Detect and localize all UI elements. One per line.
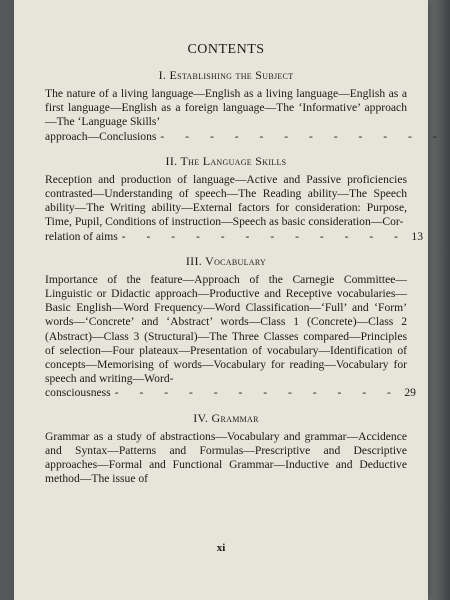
background-edge (428, 0, 450, 600)
section-body-3-text: Importance of the feature—Approach of the Carnegie Committee—Linguistic or Didactic approach—Productive and Receptive vocabularies—Basic English—Word Frequency—Word Classification—‘Full’ and ‘Form’ words—‘Concrete’ and ‘Abstract’ words—Class 1 (Concrete)—Class 2 (Abstract)—Class 3 (Structural)—The Three Classes compared—Principles of selection—Four plateaux—Presentation of vocabulary—Identification of concepts—Memorising of words—Vocabulary for reading—Vocabulary for speech and writing—Word- (45, 272, 407, 386)
section-tail-3: consciousness (45, 386, 111, 400)
section-heading-4: IV. Grammar (193, 410, 259, 425)
page-folio: xi (216, 542, 226, 554)
page-number-2: 13 (411, 229, 423, 243)
dot-leader-1: - - - - - - - - - - - - (160, 129, 446, 143)
dot-leader-2: - - - - - - - - - - - - (121, 229, 407, 243)
section-heading-1: I. Establishing the Subject (158, 68, 294, 82)
section-body-1-text: The nature of a living language—English as a living language—English as a first language—English as a foreign language—The ‘Informative’ approach—The ‘Language Skills’ (45, 87, 407, 129)
book-page (14, 0, 446, 600)
section-body-1 (45, 87, 446, 144)
section-tail-line-1 (45, 129, 446, 144)
section-tail-1: approach—Conclusions (45, 129, 157, 143)
section-body-4-text: Grammar as a study of abstractions—Vocabulary and grammar—Accidence and Syntax—Patterns and Formulas—Prescriptive and Descriptive approaches—Formal and Functional Grammar—Inductive and Deductive method—The issue of (45, 429, 407, 486)
contents-title: CONTENTS (187, 42, 265, 57)
contents-text-block (45, 30, 446, 486)
section-body-4 (45, 430, 407, 487)
section-tail-line-2 (45, 229, 423, 244)
page-number-3: 29 (404, 386, 416, 400)
section-body-2 (45, 172, 423, 244)
section-body-3 (45, 272, 416, 401)
section-tail-line-3 (45, 386, 416, 400)
section-heading-2: II. The Language Skills (165, 153, 287, 168)
section-body-2-text: Reception and production of language—Active and Passive proficiencies contrasted—Understanding of speech—The Reading ability—The Speech ability—The Writing ability—External factors for consideration: Purpose, Time, Pupil, Conditions of instruction—Speech as basic consideration—Cor- (45, 172, 407, 229)
dot-leader-3: - - - - - - - - - - - - (114, 386, 400, 400)
section-tail-2: relation of aims (45, 229, 118, 243)
section-heading-3: III. Vocabulary (185, 253, 267, 268)
